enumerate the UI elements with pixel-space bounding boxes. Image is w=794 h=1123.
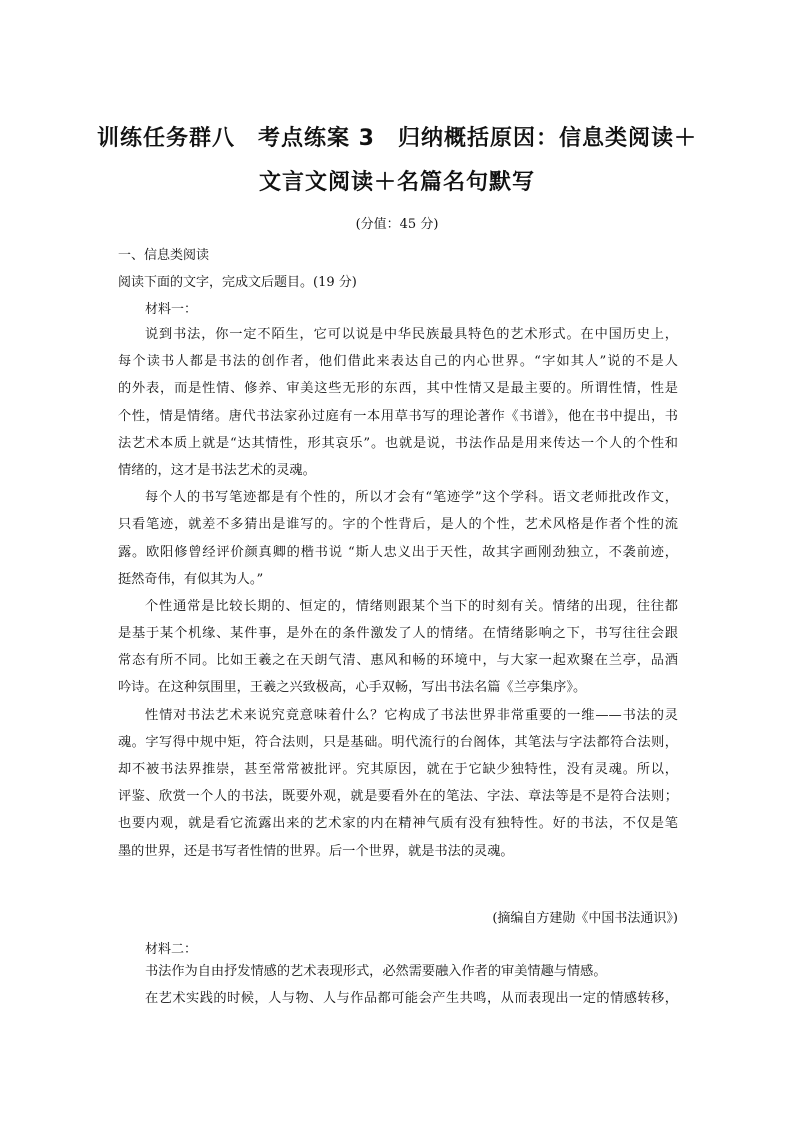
paragraph-line: 情绪的，这才是书法艺术的灵魂。	[118, 462, 316, 478]
paragraph-line: 在艺术实践的时候，人与物、人与作品都可能会产生共鸣，从而表现出一定的情感转移，	[145, 991, 678, 1007]
paragraph-line: 常态有所不同。比如王羲之在天朗气清、惠风和畅的环境中，与大家一起欢聚在兰亭，品酒	[118, 653, 678, 669]
paragraph-line: 魂。字写得中规中矩，符合法则，只是基础。明代流行的台阁体，其笔法与字法都符合法则，	[118, 734, 678, 750]
paragraph-line: 法艺术本质上就是“达其情性，形其哀乐”。也就是说，书法作品是用来传达一个人的个性和	[118, 435, 678, 451]
paragraph-line: 书法作为自由抒发情感的艺术表现形式，必然需要融入作者的审美情趣与情感。	[145, 964, 607, 979]
instruction: 阅读下面的文字，完成文后题目。(19 分)	[118, 275, 357, 290]
paragraph-line: 的外表，而是性情、修养、审美这些无形的东西，其中性情又是最主要的。所谓性情，性是	[118, 381, 678, 397]
material-1-body	[118, 321, 678, 865]
material-2-label: 材料二：	[145, 942, 198, 957]
paragraph-line: 吟诗。在这种氛围里，王羲之兴致极高，心手双畅，写出书法名篇《兰亭集序》。	[118, 680, 587, 696]
title-line-1: 训练任务群八 考点练案 3 归纳概括原因：信息类阅读＋	[97, 126, 697, 151]
paragraph-line: 个性通常是比较长期的、恒定的，情绪则跟某个当下的时刻有关。情绪的出现，往往都	[145, 598, 678, 614]
paragraph-line: 评鉴、欣赏一个人的书法，既要外观，就是要看外在的笔法、字法、章法等是不是符合法则；	[118, 789, 678, 805]
paragraph-line: 每个读书人都是书法的创作者，他们借此来表达自己的内心世界。“字如其人”说的不是人	[118, 354, 678, 370]
paragraph-line: 只看笔迹，就差不多猜出是谁写的。字的个性背后，是人的个性，艺术风格是作者个性的流	[118, 517, 678, 533]
paragraph-line: 每个人的书写笔迹都是有个性的，所以才会有“笔迹学”这个学科。语文老师批改作文，	[145, 490, 678, 506]
section-heading: 一、信息类阅读	[118, 248, 210, 263]
paragraph-line: 却不被书法界推崇，甚至常常被批评。究其原因，就在于它缺少独特性，没有灵魂。所以，	[118, 762, 678, 777]
paragraph-line: 说到书法，你一定不陌生，它可以说是中华民族最具特色的艺术形式。在中国历史上，	[145, 327, 678, 342]
material-2-body	[118, 958, 678, 1012]
paragraph-line: 也要内观，就是看它流露出来的艺术家的内在精神气质有没有独特性。好的书法，不仅是笔	[118, 816, 678, 832]
paragraph-line: 露。欧阳修曾经评价颜真卿的楷书说 “斯人忠义出于天性，故其字画刚劲独立，不袭前迹，	[118, 544, 678, 560]
material-1-source: (摘编自方建勋《中国书法通识》)	[492, 911, 678, 926]
material-1-label: 材料一：	[145, 302, 198, 317]
score-note: (分值：45 分)	[355, 217, 439, 232]
paragraph-line: 是基于某个机缘、某件事，是外在的条件激发了人的情绪。在情绪影响之下，书写往往会跟	[118, 626, 678, 642]
paragraph-line: 个性，情是情绪。唐代书法家孙过庭有一本用草书写的理论著作《书谱》，他在书中提出，书	[118, 408, 678, 424]
paragraph-line: 挺然奇伟，有似其为人。”	[118, 571, 264, 587]
paragraph-line: 墨的世界，还是书写者性情的世界。后一个世界，就是书法的灵魂。	[118, 843, 514, 859]
title-line-2: 文言文阅读＋名篇名句默写	[258, 170, 535, 195]
paragraph-line: 性情对书法艺术来说究竟意味着什么？它构成了书法世界非常重要的一维——书法的灵	[145, 707, 678, 723]
